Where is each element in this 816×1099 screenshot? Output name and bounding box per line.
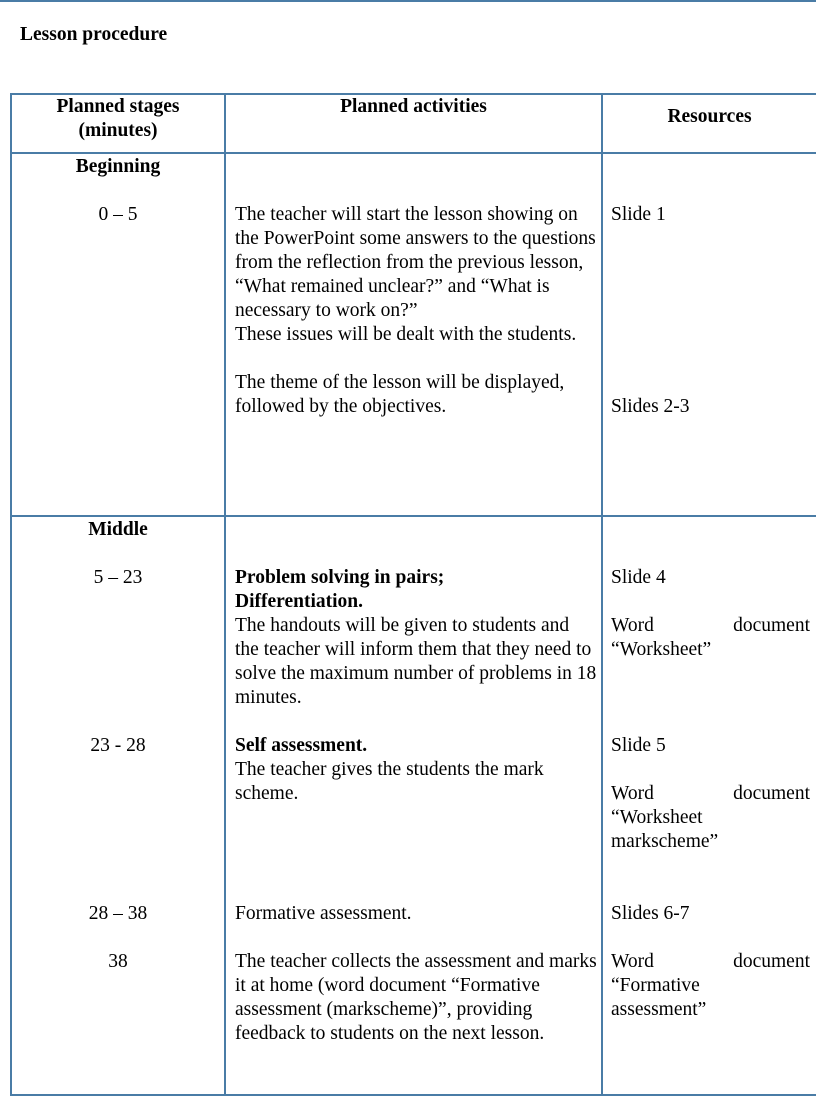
table-border-left: [10, 93, 12, 1096]
time-beginning: 0 – 5: [98, 204, 138, 225]
resource-row-4-doc: [611, 950, 810, 974]
header-divider: [10, 152, 816, 154]
time-row-4: 38: [108, 951, 128, 972]
section-divider: [10, 515, 816, 517]
resource-row-1-doc-name: “Worksheet”: [611, 639, 712, 660]
resource-row-3-slide: Slides 6-7: [611, 903, 690, 924]
column-divider-1: [224, 93, 226, 1096]
activity-row-2-title: Self assessment.: [235, 735, 368, 756]
resources-row-2: [611, 734, 810, 854]
document-title: Lesson procedure: [20, 24, 168, 45]
resource-row-2-slide: Slide 5: [611, 735, 666, 756]
activity-row-2-text: The teacher gives the students the mark scheme.: [235, 759, 544, 804]
resource-slides-2-3: Slides 2-3: [611, 396, 690, 417]
header-resources: Resources: [667, 106, 752, 127]
activity-row-1-text: The handouts will be given to students and the teacher will inform them that they need to solve the maximum number of problems in 18 minutes.: [235, 615, 597, 708]
resource-row-4-word: Word: [611, 951, 654, 972]
time-row-3: 28 – 38: [88, 903, 148, 924]
time-row-2: 23 - 28: [90, 735, 146, 756]
time-row-1: 5 – 23: [93, 567, 143, 588]
resource-row-4-doc-name: “Formative assessment”: [611, 975, 707, 1020]
activity-row-1: [235, 566, 597, 710]
column-divider-2: [601, 93, 603, 1096]
header-stages: Planned stages (minutes): [56, 96, 180, 141]
resource-row-1-doc: [611, 614, 810, 638]
resource-slide-1: Slide 1: [611, 204, 666, 225]
activity-row-2: [235, 734, 597, 806]
resources-row-1: [611, 566, 810, 662]
resource-row-1-document: document: [733, 615, 810, 636]
activity-beginning-intro: The teacher will start the lesson showing on the PowerPoint some answers to the questions from the reflection from the previous lesson, “What remained unclear?” and “What is necessary to work on?”: [235, 204, 596, 321]
resource-row-4-document: document: [733, 951, 810, 972]
activity-row-4: The teacher collects the assessment and marks it at home (word document “Formative assessment (markscheme)”, providing feedback to students on the next lesson.: [235, 951, 597, 1044]
section-beginning: Beginning: [75, 156, 161, 177]
resource-row-2-word: Word: [611, 783, 654, 804]
resource-row-1-word: Word: [611, 615, 654, 636]
activity-beginning-theme: The theme of the lesson will be displayed, followed by the objectives.: [235, 372, 565, 417]
activity-beginning: [235, 203, 597, 419]
activity-beginning-issues: These issues will be dealt with the students.: [235, 324, 577, 345]
activity-row-3: Formative assessment.: [235, 903, 412, 924]
activity-row-1-title: Problem solving in pairs; Differentiation.: [235, 567, 445, 612]
resource-row-2-doc: [611, 782, 810, 806]
resources-row-4: [611, 950, 810, 1022]
resource-row-2-document: document: [733, 783, 810, 804]
resource-row-1-slide: Slide 4: [611, 567, 666, 588]
resource-row-2-doc-name: “Worksheet markscheme”: [611, 807, 719, 852]
section-middle: Middle: [88, 519, 148, 540]
header-activities: Planned activities: [340, 96, 487, 117]
table-border-bottom: [10, 1094, 816, 1096]
